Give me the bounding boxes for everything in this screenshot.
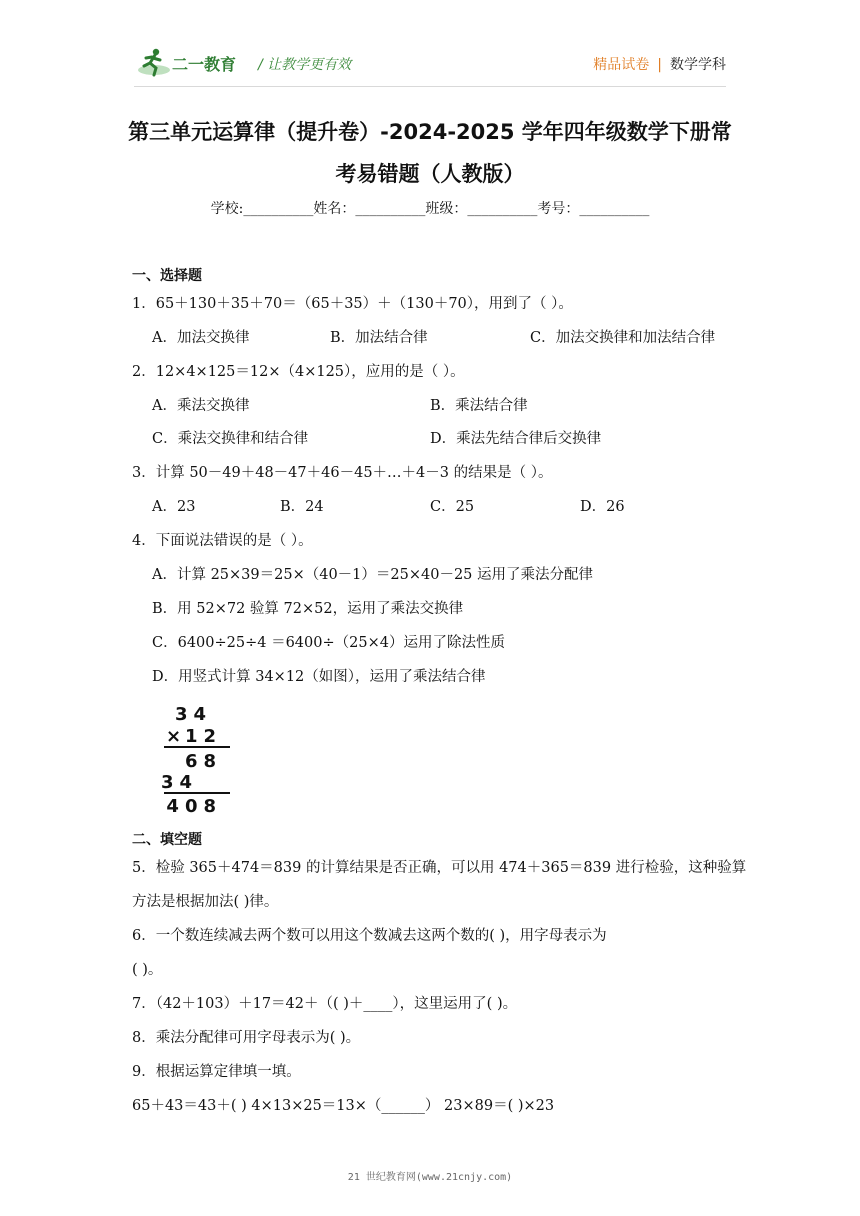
q6-line1: 6．一个数连续减去两个数可以用这个数减去这两个数的( )，用字母表示为 xyxy=(132,928,607,944)
q2-stem: 2．12×4×125＝12×（4×125），应用的是（ ）。 xyxy=(132,364,465,380)
q4-option-c: C．6400÷25÷4 ＝6400÷（25×4）运用了除法性质 xyxy=(152,635,505,651)
q9-stem: 9．根据运算定律填一填。 xyxy=(132,1064,301,1080)
calc-multiply-sign: × xyxy=(166,726,182,747)
header-subject: 数学学科 xyxy=(670,57,726,73)
q2-option-c: C．乘法交换律和结合律 xyxy=(152,431,309,447)
q1-stem: 1．65＋130＋35＋70＝（65＋35）＋（130＋70），用到了（ ）。 xyxy=(132,296,573,312)
q9-blanks-row: 65＋43＝43＋( ) 4×13×25＝13×（______） 23×89＝( )×23 xyxy=(132,1098,555,1114)
header-separator: | xyxy=(657,57,662,73)
logo xyxy=(136,46,248,78)
q4-option-a: A．计算 25×39＝25×（40－1）＝25×40－25 运用了乘法分配律 xyxy=(152,567,594,583)
q2-option-d: D．乘法先结合律后交换律 xyxy=(430,431,602,447)
header-divider xyxy=(134,86,726,87)
runner-logo-icon xyxy=(136,46,248,78)
slogan: / 让教学更有效 xyxy=(258,57,352,73)
q5-line2: 方法是根据加法( )律。 xyxy=(132,894,279,910)
q3-stem: 3．计算 50－49＋48－47＋46－45＋…＋4－3 的结果是（ ）。 xyxy=(132,465,553,481)
logo-text: 二一教育 xyxy=(172,55,237,74)
q4-stem: 4．下面说法错误的是（ ）。 xyxy=(132,533,313,549)
calc-row-product: 408 xyxy=(166,796,222,816)
page-title-line1: 第三单元运算律（提升卷）-2024-2025 学年四年级数学下册常 xyxy=(128,120,732,144)
q3-option-d: D．26 xyxy=(580,499,625,515)
q2-option-a: A．乘法交换律 xyxy=(152,398,250,414)
vertical-multiplication-figure xyxy=(160,700,240,816)
section-fill-title: 二、填空题 xyxy=(132,832,202,848)
q6-line2: ( )。 xyxy=(132,962,163,978)
q7-stem: 7．（42＋103）＋17＝42＋（( )＋____），这里运用了( )。 xyxy=(132,996,518,1012)
calc-row-multiplier: 12 xyxy=(184,726,222,747)
q5-line1: 5．检验 365＋474＝839 的计算结果是否正确，可以用 474＋365＝839 进行检验，这种验算 xyxy=(132,860,747,876)
header-right xyxy=(593,54,726,74)
calc-row-partial-1: 68 xyxy=(184,751,222,772)
page-footer: 21 世纪教育网(www.21cnjy.com) xyxy=(347,1172,513,1183)
calc-row-multiplicand: 34 xyxy=(174,704,212,725)
q3-option-c: C．25 xyxy=(430,499,475,515)
student-info-line: 学校:__________姓名：__________班级：__________考号：__________ xyxy=(210,201,650,217)
q4-option-d: D．用竖式计算 34×12（如图），运用了乘法结合律 xyxy=(152,669,486,685)
q1-option-b: B．加法结合律 xyxy=(330,330,428,346)
q3-option-a: A．23 xyxy=(152,499,196,515)
q4-option-b: B．用 52×72 验算 72×52，运用了乘法交换律 xyxy=(152,601,464,617)
q1-option-a: A．加法交换律 xyxy=(152,330,250,346)
q2-option-b: B．乘法结合律 xyxy=(430,398,528,414)
header-tag: 精品试卷 xyxy=(593,57,650,73)
page-title-line2: 考易错题（人教版） xyxy=(335,162,525,186)
calc-row-partial-2: 34 xyxy=(160,772,198,793)
section-choice-title: 一、选择题 xyxy=(132,268,202,284)
q8-stem: 8．乘法分配律可用字母表示为( )。 xyxy=(132,1030,361,1046)
q1-option-c: C．加法交换律和加法结合律 xyxy=(530,330,716,346)
q3-option-b: B．24 xyxy=(280,499,324,515)
